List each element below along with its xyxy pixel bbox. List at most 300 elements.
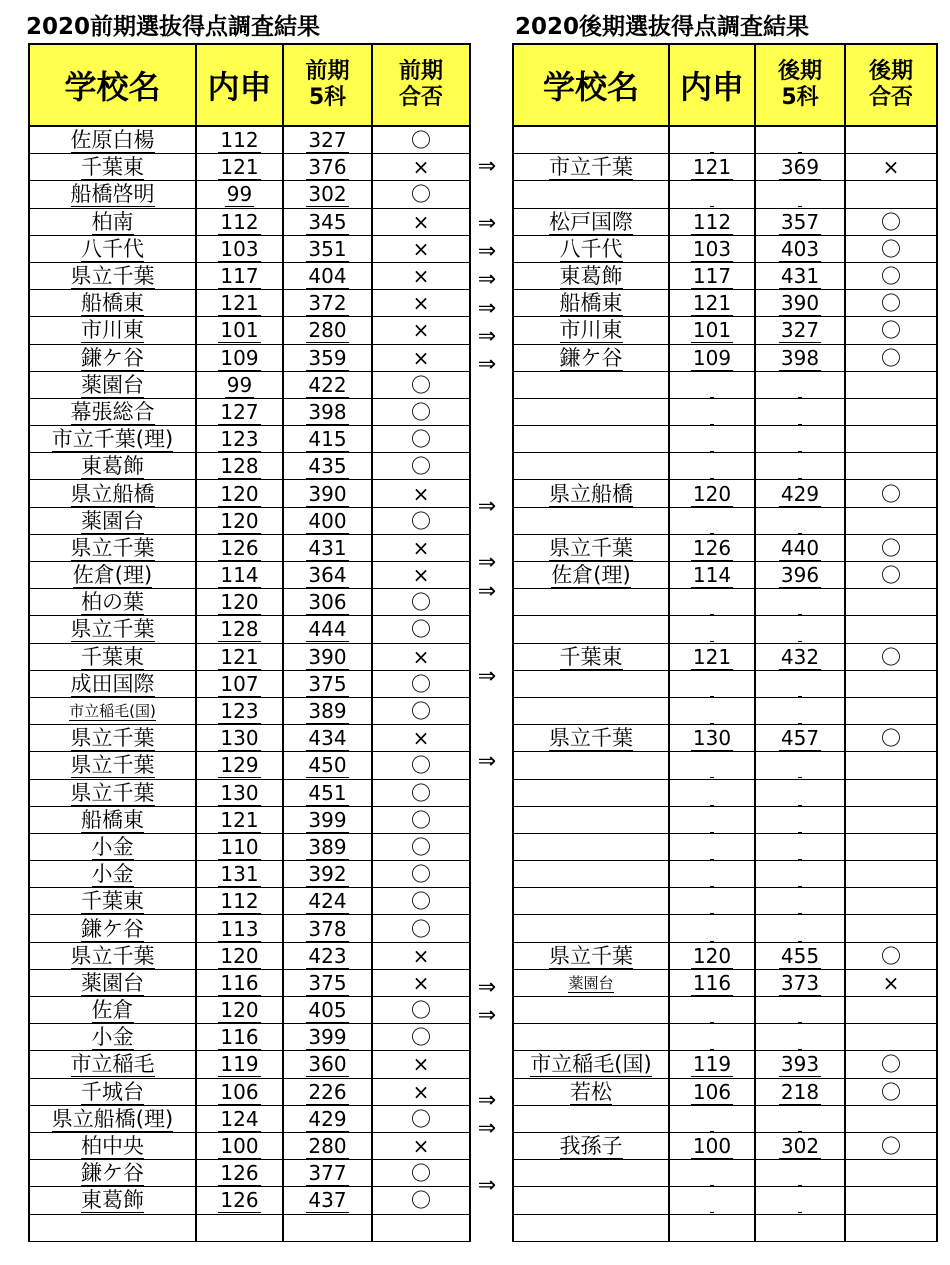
kouki-result <box>845 888 937 915</box>
kouki-naishin <box>669 969 755 996</box>
kouki-naishin <box>669 806 755 833</box>
transfer-arrow <box>470 861 504 889</box>
zenki-result <box>372 126 470 154</box>
kouki-score-text <box>798 400 802 425</box>
empty-cell <box>755 1214 845 1241</box>
kouki-score-text <box>798 808 802 833</box>
zenki-result <box>372 1078 470 1105</box>
zenki-school-text: 船橋東 <box>81 807 144 832</box>
zenki-naishin-text: 114 <box>220 563 259 588</box>
kouki-result <box>845 398 937 425</box>
kouki-score-text <box>798 917 802 942</box>
kouki-school-text: 薬園台 <box>568 973 614 992</box>
kouki-score-text <box>798 998 802 1023</box>
kouki-score <box>755 154 845 181</box>
kouki-naishin <box>669 126 755 154</box>
kouki-naishin-text: 120 <box>692 481 732 506</box>
zenki-result-text: 〇 <box>411 1106 431 1131</box>
table-row-empty <box>29 1214 470 1241</box>
zenki-score-text: 422 <box>308 372 347 397</box>
kouki-naishin <box>669 915 755 942</box>
kouki-school <box>513 1024 669 1051</box>
zenki-school <box>29 1078 196 1105</box>
kouki-score <box>755 290 845 317</box>
zenki-result-text: × <box>412 481 430 506</box>
zenki-naishin-text: 130 <box>220 780 259 805</box>
zenki-school <box>29 888 196 915</box>
kouki-naishin <box>669 344 755 371</box>
kouki-result <box>845 126 937 154</box>
kouki-school <box>513 1187 669 1214</box>
kouki-result <box>845 997 937 1024</box>
zenki-score <box>283 670 372 697</box>
table-row <box>29 317 470 344</box>
zenki-school-text: 薬園台 <box>81 372 144 397</box>
transfer-arrow <box>470 465 504 493</box>
kouki-school <box>513 861 669 888</box>
zenki-score <box>283 126 372 154</box>
kouki-score-text: 455 <box>780 943 820 968</box>
zenki-naishin-text: 113 <box>220 916 259 941</box>
zenki-school-text: 小金 <box>91 834 134 859</box>
kouki-result <box>845 480 937 507</box>
zenki-naishin-text: 129 <box>220 753 259 778</box>
zenki-result-text: 〇 <box>411 780 431 805</box>
kouki-school <box>513 290 669 317</box>
zenki-score <box>283 181 372 208</box>
table-row <box>513 1024 937 1051</box>
kouki-result <box>845 725 937 752</box>
kouki-result <box>845 942 937 969</box>
kouki-score-text: 398 <box>780 345 820 370</box>
kouki-score-text: 457 <box>780 726 820 751</box>
zenki-naishin <box>196 969 283 996</box>
kouki-title: 2020後期選抜得点調査結果 <box>515 14 810 40</box>
zenki-school-text: 船橋東 <box>81 291 144 316</box>
table-row <box>513 262 937 289</box>
zenki-score-text: 375 <box>308 671 347 696</box>
zenki-result-text: 〇 <box>411 128 431 153</box>
kouki-naishin <box>669 1187 755 1214</box>
kouki-score <box>755 507 845 534</box>
zenki-result-text: 〇 <box>411 427 431 452</box>
kouki-score <box>755 344 845 371</box>
transfer-arrow: ⇒ <box>477 1003 497 1029</box>
zenki-school <box>29 426 196 453</box>
kouki-score-text <box>798 699 802 724</box>
zenki-result-text: 〇 <box>411 1188 431 1213</box>
zenki-result <box>372 725 470 752</box>
zenki-result <box>372 969 470 996</box>
zenki-school-text: 東葛飾 <box>81 1188 144 1213</box>
zenki-school <box>29 942 196 969</box>
kouki-school <box>513 942 669 969</box>
zenki-result-text: 〇 <box>411 671 431 696</box>
kouki-naishin-text: 121 <box>692 155 732 180</box>
zenki-score-text: 437 <box>308 1188 347 1213</box>
kouki-school <box>513 154 669 181</box>
zenki-score-text: 378 <box>308 916 347 941</box>
kouki-naishin-text: 117 <box>692 264 732 289</box>
zenki-naishin <box>196 181 283 208</box>
kouki-score-text <box>798 862 802 887</box>
kouki-score-text: 302 <box>780 1134 820 1159</box>
zenki-result <box>372 1051 470 1078</box>
zenki-naishin <box>196 534 283 561</box>
zenki-school <box>29 480 196 507</box>
zenki-score <box>283 480 372 507</box>
kouki-score-text: 403 <box>780 236 820 261</box>
kouki-naishin-text <box>710 427 714 452</box>
transfer-arrow <box>470 889 504 917</box>
zenki-score-text: 390 <box>308 481 347 506</box>
zenki-naishin-text: 100 <box>220 1134 259 1159</box>
kouki-score-text: 369 <box>780 155 820 180</box>
kouki-naishin <box>669 1160 755 1187</box>
zenki-school-text: 千葉東 <box>81 644 144 669</box>
zenki-score-text: 377 <box>308 1161 347 1186</box>
transfer-arrow: ⇒ <box>477 267 497 293</box>
zenki-results-table <box>28 43 471 1242</box>
zenki-naishin-text: 112 <box>220 128 259 153</box>
zenki-result-text: × <box>412 1052 430 1077</box>
kouki-naishin <box>669 752 755 779</box>
table-row <box>29 616 470 643</box>
zenki-school-text: 千城台 <box>81 1079 144 1104</box>
table-row <box>513 725 937 752</box>
zenki-result <box>372 317 470 344</box>
transfer-arrow <box>470 380 504 408</box>
kouki-score <box>755 371 845 398</box>
zenki-score <box>283 915 372 942</box>
zenki-naishin-text: 103 <box>220 236 259 261</box>
kouki-result <box>845 344 937 371</box>
zenki-result-text: 〇 <box>411 590 431 615</box>
kouki-score-text <box>798 427 802 452</box>
zenki-school-text: 鎌ケ谷 <box>81 1161 144 1186</box>
zenki-result <box>372 1105 470 1132</box>
transfer-arrow: ⇒ <box>477 1088 497 1114</box>
zenki-result-text: 〇 <box>411 889 431 914</box>
kouki-school-text: 市立千葉 <box>549 155 633 180</box>
kouki-school-text: 東葛飾 <box>559 264 623 289</box>
table-row <box>513 290 937 317</box>
transfer-arrow <box>470 125 504 153</box>
empty-cell <box>196 1214 283 1241</box>
zenki-naishin-text: 101 <box>220 318 259 343</box>
zenki-result <box>372 616 470 643</box>
kouki-score <box>755 534 845 561</box>
kouki-naishin <box>669 888 755 915</box>
zenki-result <box>372 670 470 697</box>
kouki-result <box>845 1132 937 1159</box>
zenki-naishin <box>196 1105 283 1132</box>
zenki-naishin <box>196 1024 283 1051</box>
transfer-arrow: ⇒ <box>477 1116 497 1142</box>
table-row <box>29 181 470 208</box>
zenki-school <box>29 317 196 344</box>
zenki-naishin-text: 117 <box>220 264 259 289</box>
zenki-result <box>372 480 470 507</box>
zenki-school <box>29 398 196 425</box>
kouki-school <box>513 806 669 833</box>
zenki-score <box>283 534 372 561</box>
zenki-score-text: 327 <box>308 128 347 153</box>
transfer-arrow: ⇒ <box>477 493 497 519</box>
zenki-result-text: 〇 <box>411 862 431 887</box>
zenki-naishin <box>196 942 283 969</box>
zenki-school-text: 県立千葉 <box>70 535 155 560</box>
transfer-arrow: ⇒ <box>477 154 497 180</box>
kouki-naishin-text <box>710 917 714 942</box>
kouki-naishin-text: 121 <box>692 291 732 316</box>
kouki-naishin <box>669 235 755 262</box>
transfer-arrow <box>470 832 504 860</box>
kouki-naishin-text <box>710 454 714 479</box>
kouki-naishin <box>669 317 755 344</box>
zenki-school-text: 薬園台 <box>81 508 144 533</box>
zenki-naishin-text: 99 <box>226 372 253 397</box>
kouki-school <box>513 643 669 670</box>
zenki-score <box>283 861 372 888</box>
kouki-school <box>513 1160 669 1187</box>
kouki-result <box>845 589 937 616</box>
zenki-naishin-text: 120 <box>220 481 259 506</box>
zenki-school-text: 鎌ケ谷 <box>81 345 144 370</box>
table-row <box>513 643 937 670</box>
zenki-result <box>372 371 470 398</box>
zenki-score-header: 前期 5科 <box>283 44 372 126</box>
kouki-score-text <box>798 781 802 806</box>
table-row <box>29 888 470 915</box>
zenki-score-text: 360 <box>308 1052 347 1077</box>
table-row <box>29 1051 470 1078</box>
zenki-school-text: 市立稲毛(国) <box>69 702 156 721</box>
zenki-naishin-text: 120 <box>220 590 259 615</box>
zenki-score <box>283 725 372 752</box>
zenki-result-text: × <box>412 943 430 968</box>
kouki-school <box>513 725 669 752</box>
kouki-school <box>513 480 669 507</box>
transfer-arrow <box>470 521 504 549</box>
kouki-result <box>845 1160 937 1187</box>
kouki-score-text <box>798 1161 802 1186</box>
table-row <box>29 752 470 779</box>
zenki-result <box>372 697 470 724</box>
kouki-school <box>513 344 669 371</box>
zenki-school-text: 県立千葉 <box>70 264 155 289</box>
kouki-score <box>755 181 845 208</box>
zenki-result-text: 〇 <box>411 508 431 533</box>
kouki-naishin-text <box>710 889 714 914</box>
transfer-arrow: ⇒ <box>477 663 497 689</box>
zenki-score-text: 399 <box>308 1025 347 1050</box>
kouki-score-text <box>798 373 802 398</box>
table-row <box>29 915 470 942</box>
kouki-school <box>513 208 669 235</box>
kouki-school-text: 県立千葉 <box>549 535 633 560</box>
kouki-score <box>755 779 845 806</box>
table-row <box>29 480 470 507</box>
zenki-result <box>372 154 470 181</box>
kouki-result <box>845 154 937 181</box>
transfer-arrow <box>470 634 504 662</box>
kouki-score <box>755 1187 845 1214</box>
kouki-naishin <box>669 833 755 860</box>
zenki-school <box>29 235 196 262</box>
kouki-result <box>845 969 937 996</box>
zenki-result-text: × <box>412 1079 430 1104</box>
zenki-naishin <box>196 1051 283 1078</box>
kouki-score <box>755 997 845 1024</box>
table-row <box>513 833 937 860</box>
zenki-naishin-text: 110 <box>220 834 259 859</box>
kouki-score <box>755 426 845 453</box>
kouki-result-text: 〇 <box>881 345 901 370</box>
kouki-school <box>513 833 669 860</box>
zenki-result-text: 〇 <box>411 998 431 1023</box>
zenki-school-text: 柏中央 <box>81 1134 144 1159</box>
kouki-school <box>513 371 669 398</box>
kouki-score-header: 後期 5科 <box>755 44 845 126</box>
zenki-score <box>283 942 372 969</box>
table-row <box>513 806 937 833</box>
zenki-naishin <box>196 562 283 589</box>
table-row <box>513 181 937 208</box>
zenki-result <box>372 1160 470 1187</box>
zenki-naishin-text: 121 <box>220 644 259 669</box>
zenki-naishin <box>196 344 283 371</box>
zenki-school <box>29 154 196 181</box>
zenki-score <box>283 208 372 235</box>
zenki-school-text: 県立船橋 <box>70 481 155 506</box>
kouki-result <box>845 670 937 697</box>
kouki-naishin <box>669 1105 755 1132</box>
zenki-school-text: 柏の葉 <box>81 590 144 615</box>
kouki-result-text: 〇 <box>881 644 901 669</box>
zenki-school-text: 佐倉(理) <box>72 563 153 588</box>
table-row <box>29 208 470 235</box>
kouki-result <box>845 806 937 833</box>
kouki-score-text: 393 <box>780 1052 820 1077</box>
kouki-school-text: 佐倉(理) <box>551 563 631 588</box>
zenki-school-text: 東葛飾 <box>81 454 144 479</box>
table-row <box>29 426 470 453</box>
kouki-score-text <box>798 454 802 479</box>
kouki-result <box>845 1051 937 1078</box>
kouki-score <box>755 398 845 425</box>
zenki-result <box>372 915 470 942</box>
kouki-naishin-text <box>710 753 714 778</box>
kouki-score-text: 429 <box>780 481 820 506</box>
kouki-naishin-text: 112 <box>692 209 732 234</box>
zenki-naishin <box>196 1160 283 1187</box>
zenki-naishin-text: 127 <box>220 399 259 424</box>
kouki-naishin-text: 119 <box>692 1052 732 1077</box>
zenki-score-text: 302 <box>308 182 347 207</box>
zenki-naishin-text: 119 <box>220 1052 259 1077</box>
kouki-score-text <box>798 509 802 534</box>
zenki-score-text: 306 <box>308 590 347 615</box>
kouki-naishin <box>669 154 755 181</box>
table-row <box>29 290 470 317</box>
kouki-naishin <box>669 453 755 480</box>
zenki-naishin <box>196 697 283 724</box>
transfer-arrow: ⇒ <box>477 295 497 321</box>
kouki-school-text: 県立千葉 <box>549 943 633 968</box>
zenki-naishin <box>196 833 283 860</box>
kouki-naishin-text: 130 <box>692 726 732 751</box>
kouki-result-text: 〇 <box>881 209 901 234</box>
kouki-naishin-text: 114 <box>692 563 732 588</box>
zenki-school <box>29 262 196 289</box>
kouki-result <box>845 426 937 453</box>
kouki-score <box>755 480 845 507</box>
zenki-naishin-text: 128 <box>220 617 259 642</box>
zenki-naishin <box>196 670 283 697</box>
kouki-score <box>755 888 845 915</box>
table-row <box>29 154 470 181</box>
kouki-result <box>845 262 937 289</box>
kouki-score-text: 373 <box>780 970 820 995</box>
table-row <box>513 371 937 398</box>
zenki-naishin-text: 120 <box>220 508 259 533</box>
kouki-school <box>513 262 669 289</box>
kouki-naishin-text: 106 <box>692 1079 732 1104</box>
zenki-score-text: 451 <box>308 780 347 805</box>
zenki-result-text: 〇 <box>411 699 431 724</box>
transfer-arrow <box>470 1031 504 1059</box>
zenki-score <box>283 235 372 262</box>
zenki-result <box>372 997 470 1024</box>
kouki-naishin <box>669 562 755 589</box>
zenki-naishin <box>196 861 283 888</box>
zenki-school <box>29 997 196 1024</box>
table-row <box>513 317 937 344</box>
zenki-score <box>283 697 372 724</box>
kouki-result <box>845 371 937 398</box>
transfer-arrow <box>470 776 504 804</box>
zenki-score <box>283 1024 372 1051</box>
zenki-naishin <box>196 426 283 453</box>
zenki-score-text: 398 <box>308 399 347 424</box>
kouki-naishin <box>669 1024 755 1051</box>
zenki-school <box>29 589 196 616</box>
transfer-arrow <box>470 946 504 974</box>
zenki-score <box>283 1132 372 1159</box>
zenki-naishin-text: 116 <box>220 1025 259 1050</box>
zenki-result-text: × <box>412 726 430 751</box>
zenki-school <box>29 779 196 806</box>
kouki-naishin-text <box>710 509 714 534</box>
kouki-score <box>755 1160 845 1187</box>
zenki-score <box>283 616 372 643</box>
kouki-naishin <box>669 534 755 561</box>
zenki-result <box>372 1132 470 1159</box>
zenki-naishin-text: 128 <box>220 454 259 479</box>
zenki-score-text: 280 <box>308 318 347 343</box>
transfer-arrow <box>470 1200 504 1228</box>
zenki-score <box>283 371 372 398</box>
transfer-arrow <box>470 691 504 719</box>
kouki-score-text <box>798 1107 802 1132</box>
kouki-naishin <box>669 1051 755 1078</box>
zenki-school <box>29 752 196 779</box>
kouki-naishin-text <box>710 1188 714 1213</box>
kouki-score <box>755 752 845 779</box>
zenki-naishin-text: 131 <box>220 862 259 887</box>
kouki-score-text <box>798 672 802 697</box>
